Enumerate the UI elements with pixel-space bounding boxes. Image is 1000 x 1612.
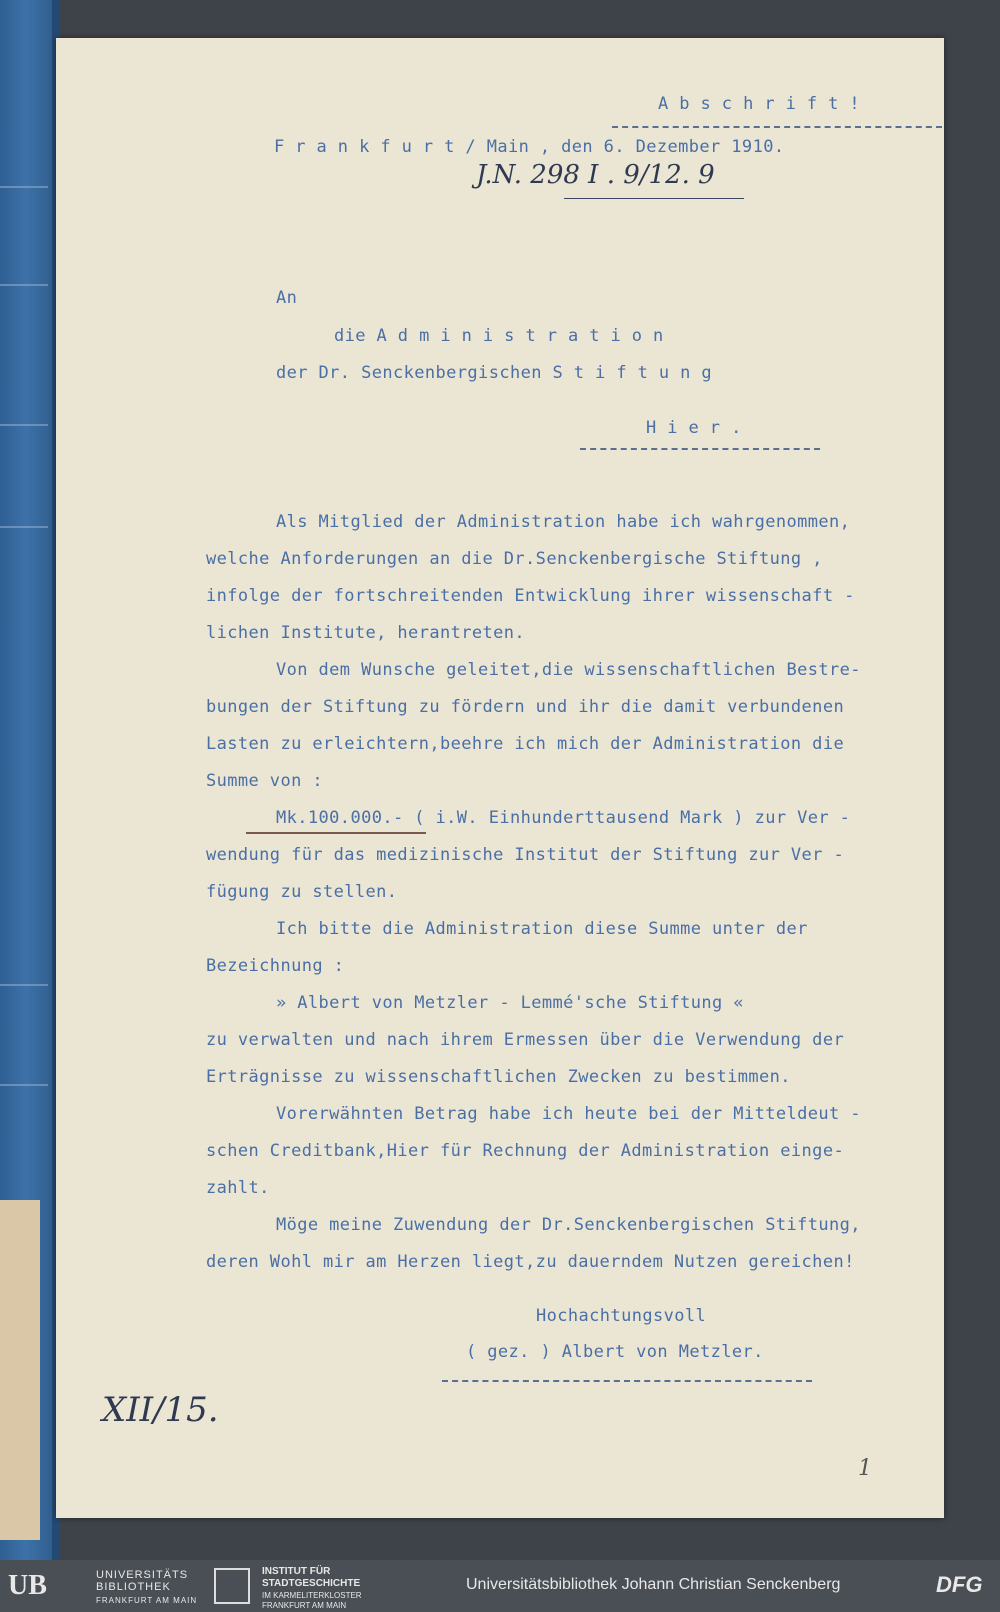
isg-line-2: STADTGESCHICHTE	[262, 1578, 361, 1589]
amount-underline	[246, 832, 426, 834]
body-line: fügung zu stellen.	[206, 882, 398, 902]
header-underline	[612, 126, 942, 128]
footer-center-text: Universitätsbibliothek Johann Christian Senckenberg	[466, 1576, 841, 1593]
dfg-logo: DFG	[936, 1572, 983, 1597]
body-line: deren Wohl mir am Herzen liegt,zu dauerndem Nutzen gereichen!	[206, 1252, 855, 1272]
body-line: Erträgnisse zu wissenschaftlichen Zwecken zu bestimmen.	[206, 1067, 791, 1087]
closing: Hochachtungsvoll	[536, 1306, 707, 1326]
letter-page	[56, 38, 944, 1518]
place-date: F r a n k f u r t / Main , den 6. Dezember 1910.	[274, 137, 785, 157]
binder-stitch	[0, 424, 48, 426]
binder-stitch	[0, 186, 48, 188]
handwritten-reference: J.N. 298 I . 9/12. 9	[476, 160, 715, 190]
signature-underline	[442, 1380, 812, 1382]
binder-stitch	[0, 284, 48, 286]
body-line: Als Mitglied der Administration habe ich wahrgenommen,	[276, 512, 851, 532]
binder-stitch	[0, 1084, 48, 1086]
body-line: Summe von :	[206, 771, 323, 791]
body-line: Ich bitte die Administration diese Summe unter der	[276, 919, 808, 939]
body-line: Bezeichnung :	[206, 956, 345, 976]
foundation-name: » Albert von Metzler - Lemmé'sche Stiftung «	[276, 993, 744, 1013]
recipient-line-3: H i e r .	[646, 418, 742, 438]
reference-underline	[564, 198, 744, 199]
body-line: schen Creditbank,Hier für Rechnung der Administration einge-	[206, 1141, 845, 1161]
isg-line-3: IM KARMELITERKLOSTER	[262, 1591, 362, 1600]
isg-line-4: FRANKFURT AM MAIN	[262, 1601, 347, 1610]
body-line: lichen Institute, herantreten.	[206, 623, 526, 643]
body-line-amount: Mk.100.000.- ( i.W. Einhunderttausend Mark ) zur Ver -	[276, 808, 851, 828]
signature: ( gez. ) Albert von Metzler.	[466, 1342, 764, 1362]
body-line: wendung für das medizinische Institut der Stiftung zur Ver -	[206, 845, 845, 865]
ub-line-1: UNIVERSITÄTS	[96, 1569, 189, 1581]
isg-line-1: INSTITUT FÜR	[262, 1566, 331, 1577]
salutation-to: An	[276, 288, 298, 308]
body-line: infolge der fortschreitenden Entwicklung ihrer wissenschaft -	[206, 586, 855, 606]
recipient-underline	[580, 448, 820, 450]
ub-line-3: FRANKFURT AM MAIN	[96, 1596, 198, 1605]
underlying-card	[0, 1200, 40, 1540]
handwritten-archive-number: XII/15.	[102, 1390, 219, 1430]
ub-logo: UB	[8, 1570, 47, 1601]
body-line: Vorerwähnten Betrag habe ich heute bei der Mitteldeut -	[276, 1104, 861, 1124]
binder-stitch	[0, 984, 48, 986]
body-line: Möge meine Zuwendung der Dr.Senckenbergischen Stiftung,	[276, 1215, 861, 1235]
body-line: Von dem Wunsche geleitet,die wissenschaftlichen Bestre-	[276, 660, 861, 680]
body-line: Lasten zu erleichtern,beehre ich mich der Administration die	[206, 734, 845, 754]
recipient-line-1: die A d m i n i s t r a t i o n	[334, 326, 664, 346]
binder-stitch	[0, 526, 48, 528]
ub-line-2: BIBLIOTHEK	[96, 1581, 171, 1593]
handwritten-page-number: 1	[858, 1456, 872, 1481]
body-line: welche Anforderungen an die Dr.Senckenbergische Stiftung ,	[206, 549, 823, 569]
body-line: zu verwalten und nach ihrem Ermessen über die Verwendung der	[206, 1030, 845, 1050]
document-header: A b s c h r i f t !	[658, 94, 861, 114]
recipient-line-2: der Dr. Senckenbergischen S t i f t u n g	[276, 363, 713, 383]
body-line: zahlt.	[206, 1178, 270, 1198]
body-line: bungen der Stiftung zu fördern und ihr die damit verbundenen	[206, 697, 845, 717]
isg-emblem-icon	[214, 1568, 250, 1604]
footer-bar	[0, 1560, 1000, 1612]
